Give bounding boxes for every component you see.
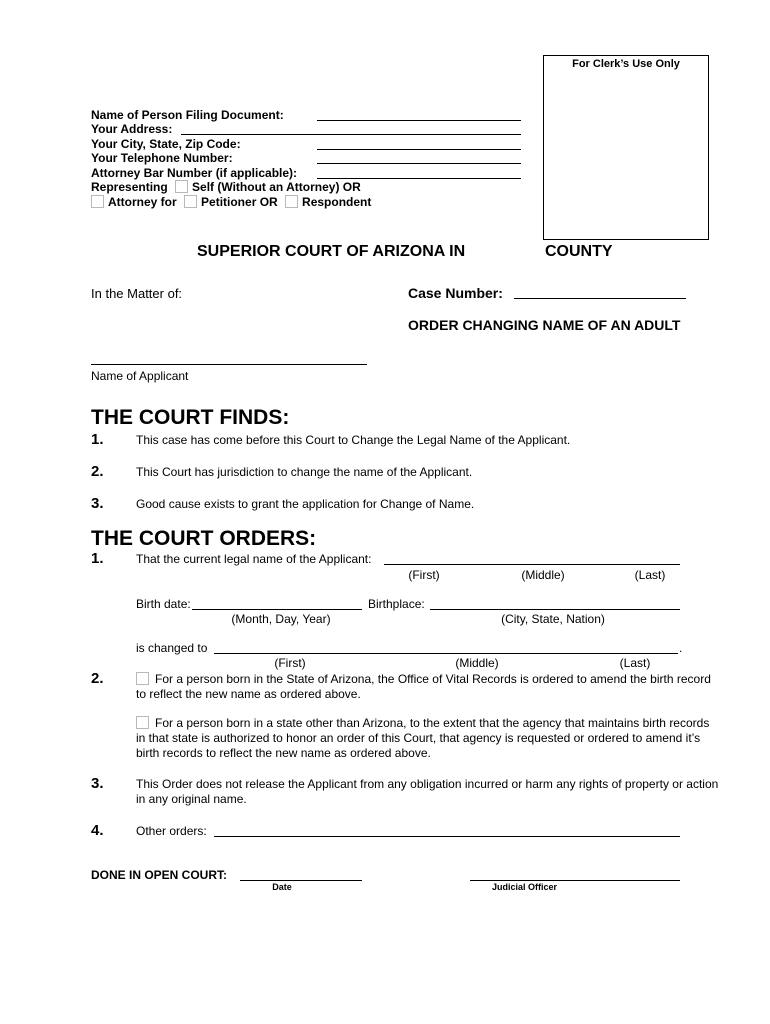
judicial-officer-signature-field[interactable] bbox=[470, 880, 680, 881]
period-mark: . bbox=[679, 641, 683, 655]
court-county: COUNTY bbox=[545, 243, 613, 260]
filer-phone-field[interactable] bbox=[317, 163, 521, 164]
representing-label: Representing bbox=[91, 180, 168, 194]
order-item-number: 2. bbox=[91, 670, 104, 687]
attorney-for-label: Attorney for bbox=[108, 195, 177, 209]
matter-label: In the Matter of: bbox=[91, 286, 183, 301]
petitioner-checkbox[interactable] bbox=[184, 195, 197, 208]
order-item-number: 4. bbox=[91, 822, 104, 839]
finds-item-number: 1. bbox=[91, 431, 104, 448]
new-middle-caption: (Middle) bbox=[455, 656, 499, 670]
clerk-use-box bbox=[543, 55, 709, 240]
release-text: This Order does not release the Applicant from any obligation incurred or harm any rights of property or action in any original name. bbox=[136, 777, 719, 806]
birth-date-caption: (Month, Day, Year) bbox=[231, 612, 331, 626]
current-middle-caption: (Middle) bbox=[521, 568, 565, 582]
applicant-name-field[interactable] bbox=[91, 364, 367, 365]
orders-heading: THE COURT ORDERS: bbox=[91, 527, 317, 550]
birthplace-label: Birthplace: bbox=[368, 597, 425, 611]
birthplace-field[interactable] bbox=[430, 609, 680, 610]
finds-item-number: 3. bbox=[91, 495, 104, 512]
birthplace-caption: (City, State, Nation) bbox=[501, 612, 605, 626]
filer-bar-label: Attorney Bar Number (if applicable): bbox=[91, 166, 298, 180]
other-orders-field[interactable] bbox=[214, 836, 680, 837]
court-title: SUPERIOR COURT OF ARIZONA IN bbox=[197, 243, 466, 260]
other-state-birth-text: For a person born in a state other than Arizona, to the extent that the agency that maintains birth records in that state is authorized to honor an order of this Court, that agency is requested or ordered to amend it’s birth records to reflect the new name as ordered above. bbox=[136, 716, 710, 760]
attorney-for-checkbox[interactable] bbox=[91, 195, 104, 208]
filer-address-field[interactable] bbox=[181, 134, 521, 135]
respondent-label: Respondent bbox=[302, 195, 372, 209]
representing-row bbox=[91, 180, 361, 194]
filer-bar-field[interactable] bbox=[317, 178, 521, 179]
new-last-caption: (Last) bbox=[619, 656, 651, 670]
filer-city-label: Your City, State, Zip Code: bbox=[91, 137, 241, 151]
attorney-row bbox=[91, 195, 371, 209]
finds-item-number: 2. bbox=[91, 463, 104, 480]
finds-item-text: Good cause exists to grant the application for Change of Name. bbox=[136, 497, 475, 511]
other-orders-label: Other orders: bbox=[136, 824, 207, 838]
case-number-field[interactable] bbox=[514, 298, 686, 299]
done-in-open-court-label: DONE IN OPEN COURT: bbox=[91, 868, 228, 882]
clerk-box-title: For Clerk’s Use Only bbox=[572, 58, 680, 70]
current-name-label: That the current legal name of the Applicant: bbox=[136, 552, 372, 566]
respondent-checkbox[interactable] bbox=[285, 195, 298, 208]
filer-name-label: Name of Person Filing Document: bbox=[91, 108, 284, 122]
judicial-officer-caption: Judicial Officer bbox=[492, 882, 558, 892]
finds-item-text: This case has come before this Court to Change the Legal Name of the Applicant. bbox=[136, 433, 571, 447]
date-caption: Date bbox=[272, 882, 292, 892]
petitioner-label: Petitioner OR bbox=[201, 195, 278, 209]
filer-address-label: Your Address: bbox=[91, 122, 173, 136]
order-title: ORDER CHANGING NAME OF AN ADULT bbox=[408, 317, 681, 333]
filer-phone-label: Your Telephone Number: bbox=[91, 151, 233, 165]
current-name-field[interactable] bbox=[384, 564, 680, 565]
current-first-caption: (First) bbox=[408, 568, 440, 582]
changed-to-label: is changed to bbox=[136, 641, 208, 655]
case-number-label: Case Number: bbox=[408, 285, 503, 301]
finds-item-text: This Court has jurisdiction to change the name of the Applicant. bbox=[136, 465, 473, 479]
birth-date-label: Birth date: bbox=[136, 597, 191, 611]
arizona-birth-text: For a person born in the State of Arizona, the Office of Vital Records is ordered to amend the birth record to reflect the new name as ordered above. bbox=[136, 672, 711, 701]
new-name-field[interactable] bbox=[214, 653, 678, 654]
order-item-number: 3. bbox=[91, 775, 104, 792]
birth-date-field[interactable] bbox=[192, 609, 362, 610]
date-field[interactable] bbox=[240, 880, 362, 881]
order-item-number: 1. bbox=[91, 550, 104, 567]
current-last-caption: (Last) bbox=[634, 568, 666, 582]
self-option-label: Self (Without an Attorney) OR bbox=[192, 180, 361, 194]
self-checkbox[interactable] bbox=[175, 180, 188, 193]
new-first-caption: (First) bbox=[274, 656, 306, 670]
filer-name-field[interactable] bbox=[317, 120, 521, 121]
finds-heading: THE COURT FINDS: bbox=[91, 406, 290, 429]
applicant-label: Name of Applicant bbox=[91, 369, 189, 383]
filer-city-field[interactable] bbox=[317, 149, 521, 150]
